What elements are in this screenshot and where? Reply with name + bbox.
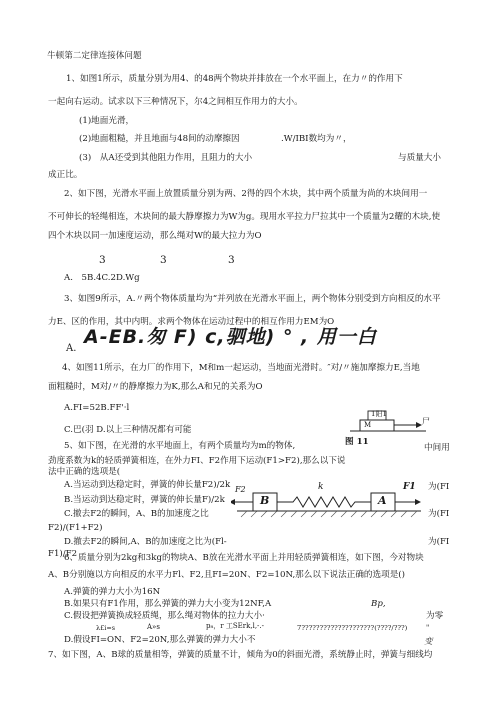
q2-line-2: 不可伸长的轻绳相连，木块间的最大静摩擦力为W为g。现用水平拉力尸拉其中一个质量为2耀的木块,使 [48,212,441,222]
q2-line-3: 四个木块以同一加速度运动，那么绳对W的最大拉力为O [48,231,262,241]
q1-case-3-tail: 与质量大小 [398,153,441,163]
q2-num-2: 3 [160,254,169,266]
force-F2-label: F2 [235,485,246,494]
force-F2-arrowhead [231,499,235,505]
block-B-label: B [260,494,270,507]
figure-11-top-label: 1阳1 [371,410,387,418]
q5-line-1-right: 中间用 [424,443,450,453]
q5-line-1: 5、如下图，在光滑的水平地面上，有两个质量均为m的物体, [64,441,296,451]
force-F1-label: F1 [403,482,416,492]
q4-option-cd: C.巴(羽 D.以上三种情况都有可能 [64,425,192,435]
q6-option-b: B.如果只有F1作用，那么弹簧的弹力大小变为12NF,A [64,599,272,609]
q6-garbled-2: A»s [147,623,160,631]
spring-k-label: k [318,482,324,492]
q5-option-a: A.当运动到达稳定时，弹簧的伸长量F2)/2k [64,480,231,490]
q6-line-1: 6、质量分别为2kg和3kg的物块A、B放在光滑水平面上并用轻质弹簧相连，如下图，今对物块 [64,553,424,563]
page-title: 牛顿第二定律连接体问题 [47,51,142,61]
q1-line-2: 一起向右运动。试求以下三种情况下，尔4之间相互作用力的大小。 [48,97,303,107]
q1-case-2-tail: .W/IBI数均为〃， [281,134,352,144]
q1-case-2: (2)地面粗糙，并且地面与48间的动摩擦因 [79,134,240,144]
q6-option-c-right: 为零 [426,611,444,621]
q2-num-1: 3 [99,254,108,266]
q4-line-2: 面粗糙时，M对/〃的静摩擦力为K,那么A和兄的关系为O [48,382,263,392]
figure-11-F-label: 尸 [422,417,430,426]
block-A-label: A [378,494,387,507]
q1-case-1: (1)地面光滑， [79,116,135,126]
q1-case-3: (3) 从A还受到其他阻力作用，且阻力的大小 [79,153,253,163]
q5-option-c-right: 为(FI [428,509,450,519]
q7-line-1: 7、如下图，A、B球的质量相等，弹簧的质量不计，倾角为0的斜面光滑，系统静止时，弹簧与细线均 [48,650,433,660]
q5-option-b: B.当运动到达稳定时，弹簧的伸长量F)/2k [64,495,225,505]
q5-line-2: 劲度系数为k的轻质弹簧相连，在外力FI、F2作用下运动(F1>F2),那么以下说 [48,456,346,466]
q6-option-c: C.假设把弹簧换成轻质绳，那么绳对物体的拉力大小· [64,611,265,621]
q5-line-3: 法中正确的选项是( [48,467,121,477]
q3-options-garbled: A-EB.匆 F) c,驷地) ° , 用一白 [84,326,377,348]
q1-case-3-end: 成正比。 [48,170,83,180]
q2-line-1: 2、如下图，光滑水平面上放置质量分别为两、2得的四个木块，其中两个质量为尚的木块间用一 [64,189,428,199]
q6-garbled-5: " [426,624,430,632]
q5-option-d-right: 为(FI [428,537,450,547]
q6-garbled-1: λ£i=s [96,624,116,632]
q1-line-1: 1、如图1所示，质量分别为用4、的48两个物块并排放在一个水平面上，在力〃的作用下 [66,74,403,84]
figure-11-M-label: M [364,421,372,429]
q4-line-1: 4、如图11所示，在力厂的作用下，M和m一起运动，当地面光滑时。″对/〃施加摩擦力E,当地 [62,363,420,373]
q5-option-d-cont: F1)/F2 [48,549,78,559]
q2-options: A. 5B.4C.2D.Wg [64,273,140,283]
q6-option-d-right: 变 [424,637,433,647]
ground-hatching [241,511,417,517]
q6-option-d: D.假设FI=ON、F2=20N,那么弹簧的弹力大小不 [64,635,256,645]
q6-option-a: A.弹簧的弹力大小为16N [64,587,161,597]
q5-option-d: D.撤去F2的瞬间,A、B的加速度之比为(Fl- [64,537,227,547]
q5-option-c-cont: F2)/(F1+F2) [48,523,103,533]
force-F1-arrowhead [415,499,421,505]
spring [277,497,371,507]
q6-line-2: A、B分别施以方向相反的水平力Fl、F2,且FI=20N、F2=10N,那么以下说法正确的选项是() [48,570,406,580]
q6-garbled-3: p₈，r 工SErk,l,-.- [206,622,264,630]
q3-line-2: 力E、区的作用，其中内明。求两个物体在运动过程中的相互作用力EM为O [48,317,335,327]
spring-figure [231,467,425,527]
q4-option-ab: A.FI=52B.FF'·l [64,403,130,413]
q5-option-a-right: 为(FI [428,482,450,492]
q3-line-1: 3、如图9所示，A.〃两个物体质量均为“并列放在光滑水平面上，两个物体分别受到方向相反的水平 [64,294,441,304]
q6-option-b-right: Bp, [371,599,386,609]
q2-num-3: 3 [228,254,237,266]
q3-option-label: A. [66,343,77,354]
q5-option-c: C.撤去F2的瞬间，A、B的加速度之比 [64,509,209,519]
figure-11-caption: 图 11 [345,437,369,447]
q6-garbled-4: 7????????????????????(????/???) [297,624,408,632]
